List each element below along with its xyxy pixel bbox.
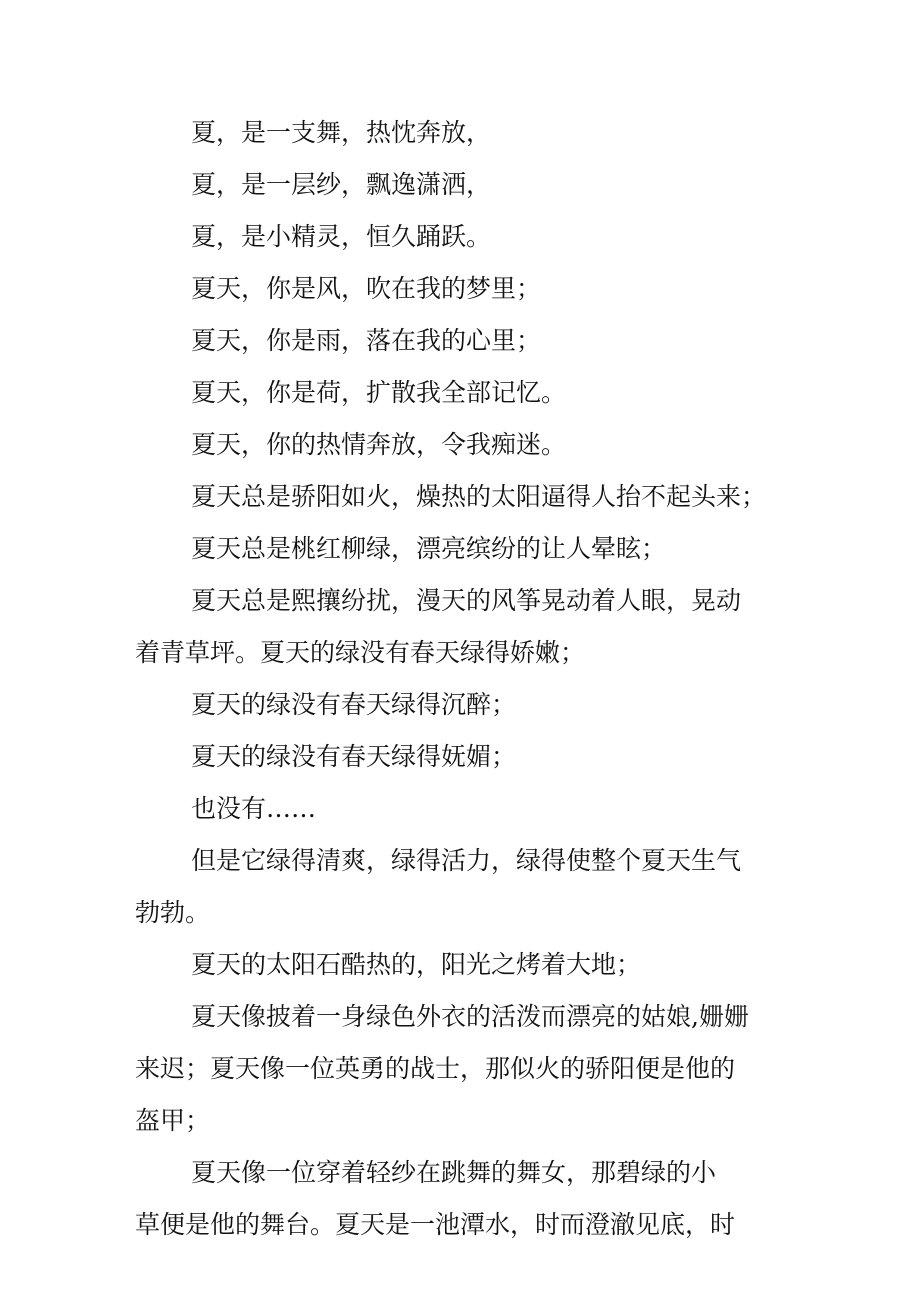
paragraph	[135, 523, 785, 575]
paragraph-line: 夏天像一位穿着轻纱在跳舞的舞女，那碧绿的小	[191, 1158, 717, 1187]
paragraph	[135, 159, 785, 211]
paragraph-line: 盔甲；	[135, 1106, 211, 1135]
paragraph	[135, 835, 785, 939]
paragraph-line: 夏天，你的热情奔放，令我痴迷。	[191, 430, 567, 459]
paragraph-line: 来迟；夏天像一位英勇的战士，那似火的骄阳便是他的	[135, 1054, 736, 1083]
paragraph	[135, 1147, 785, 1251]
paragraph	[135, 211, 785, 263]
paragraph	[135, 991, 785, 1147]
paragraph	[135, 315, 785, 367]
paragraph	[135, 263, 785, 315]
paragraph-line: 夏天总是骄阳如火，燥热的太阳逼得人抬不起头来；	[191, 482, 767, 511]
paragraph-line: 也没有……	[191, 794, 317, 823]
paragraph	[135, 419, 785, 471]
paragraph	[135, 471, 785, 523]
paragraph-line: 夏，是小精灵，恒久踊跃。	[191, 222, 492, 251]
paragraph-line: 但是它绿得清爽，绿得活力，绿得使整个夏天生气	[191, 846, 742, 875]
paragraph-line: 夏，是一层纱，飘逸潇洒，	[191, 170, 492, 199]
paragraph-line: 夏天的绿没有春天绿得沉醉；	[191, 690, 517, 719]
paragraph-line: 着青草坪。夏天的绿没有春天绿得娇嫩；	[135, 638, 586, 667]
paragraph-line: 夏，是一支舞，热忱奔放，	[191, 118, 492, 147]
document-body	[135, 107, 785, 1251]
paragraph-line: 勃勃。	[135, 898, 211, 927]
paragraph-line: 夏天总是桃红柳绿，漂亮缤纷的让人晕眩；	[191, 534, 667, 563]
paragraph	[135, 679, 785, 731]
paragraph	[135, 731, 785, 783]
paragraph-line: 草便是他的舞台。夏天是一池潭水，时而澄澈见底，时	[135, 1210, 736, 1239]
paragraph	[135, 367, 785, 419]
paragraph-line: 夏天，你是雨，落在我的心里；	[191, 326, 542, 355]
paragraph	[135, 939, 785, 991]
paragraph-line: 夏天像披着一身绿色外衣的活泼而漂亮的姑娘,姗姗	[191, 1002, 749, 1031]
paragraph	[135, 783, 785, 835]
paragraph	[135, 575, 785, 679]
paragraph-line: 夏天，你是风，吹在我的梦里；	[191, 274, 542, 303]
paragraph-line: 夏天的太阳石酷热的，阳光之烤着大地；	[191, 950, 642, 979]
paragraph-line: 夏天的绿没有春天绿得妩媚；	[191, 742, 517, 771]
paragraph-line: 夏天，你是荷，扩散我全部记忆。	[191, 378, 567, 407]
paragraph	[135, 107, 785, 159]
paragraph-line: 夏天总是熙攘纷扰，漫天的风筝晃动着人眼，晃动	[191, 586, 742, 615]
